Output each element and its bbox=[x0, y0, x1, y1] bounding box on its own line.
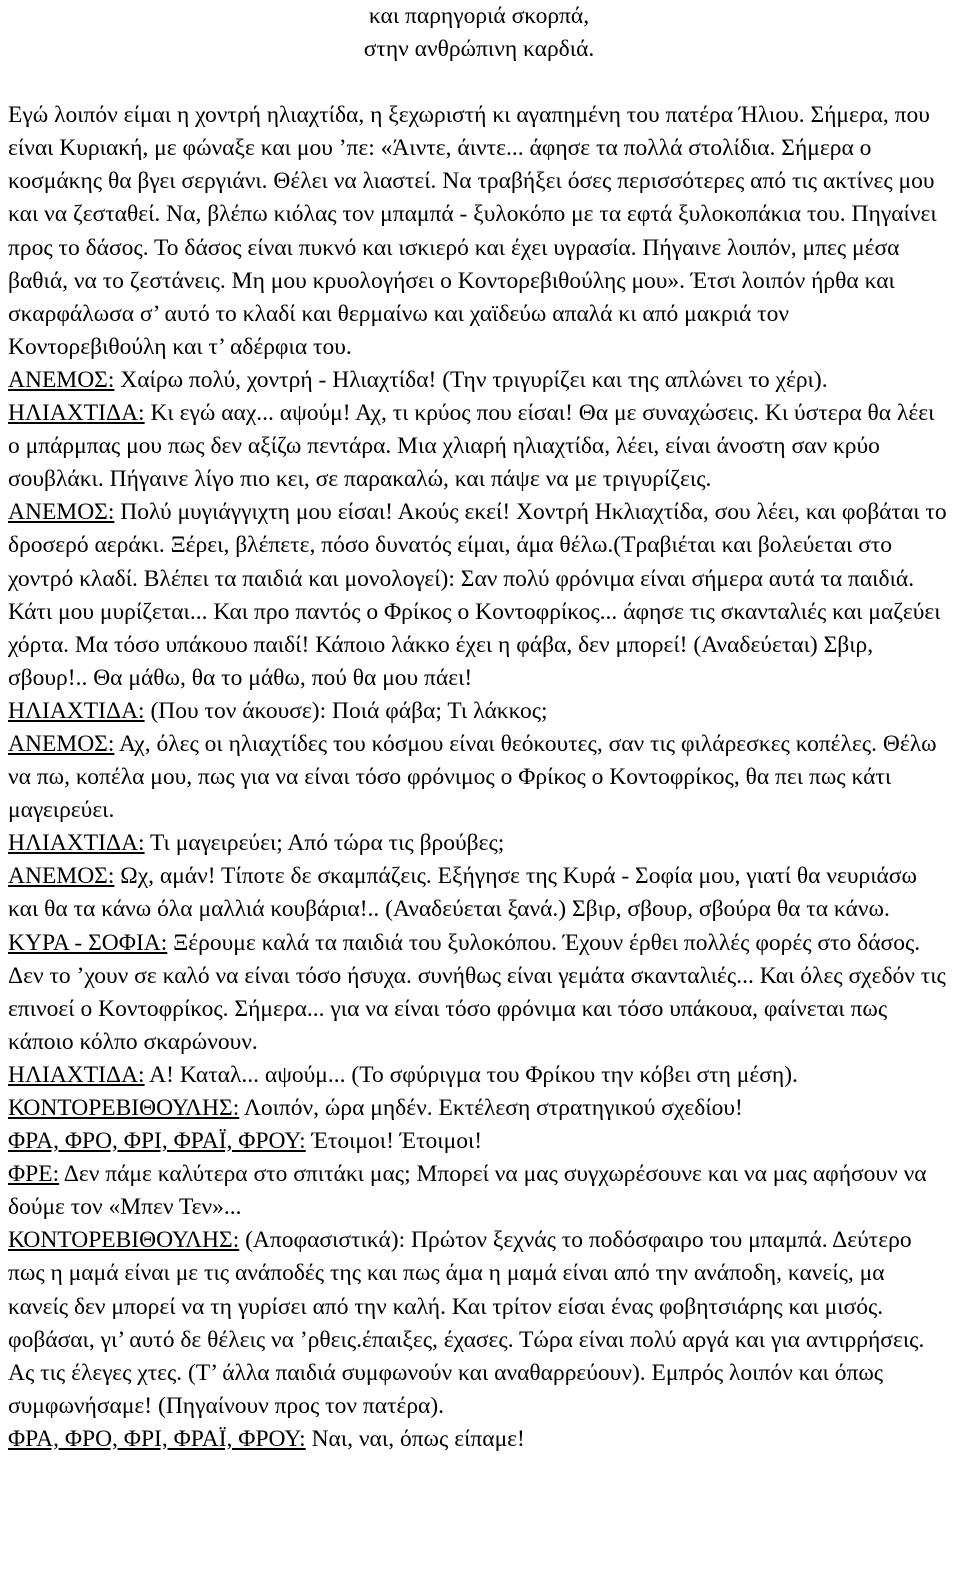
speaker-name: ΚΟΝΤΟΡΕΒΙΘΟΥΛΗΣ: bbox=[8, 1227, 240, 1254]
script-body bbox=[8, 99, 950, 1456]
speaker-name: ΗΛΙΑΧΤΙΔΑ: bbox=[8, 400, 145, 427]
paragraph-text: Ναι, ναι, όπως είπαμε! bbox=[305, 1425, 525, 1452]
paragraph-text: Αχ, όλες οι ηλιαχτίδες του κόσμου είναι θεόκουτες, σαν τις φιλάρεσκες κοπέλες. Θέλω να πω, κοπέλα μου, πως για να είναι τόσο φρόνιμος ο Φρίκος ο Κοντοφρίκος, θα πει πως κάτι μαγειρεύει. bbox=[8, 730, 937, 824]
paragraph-text: Έτοιμοι! Έτοιμοι! bbox=[305, 1128, 483, 1155]
dialogue-paragraph bbox=[8, 1059, 950, 1092]
speaker-name: ΑΝΕΜΟΣ: bbox=[8, 366, 115, 393]
dialogue-paragraph bbox=[8, 496, 950, 695]
dialogue-paragraph bbox=[8, 728, 950, 827]
verse-line: στην ανθρώπινη καρδιά. bbox=[363, 36, 595, 63]
dialogue-paragraph bbox=[8, 397, 950, 496]
dialogue-paragraph bbox=[8, 1158, 950, 1224]
verse-line: και παρηγοριά σκορπά, bbox=[368, 3, 590, 29]
speaker-name: ΗΛΙΑΧΤΙΔΑ: bbox=[8, 1061, 145, 1088]
speaker-name: ΦΡΑ, ΦΡΟ, ΦΡΙ, ΦΡΑΪ, ΦΡΟΥ: bbox=[8, 1128, 306, 1155]
dialogue-paragraph bbox=[8, 1423, 950, 1456]
paragraph-text: Τι μαγειρεύει; Από τώρα τις βρούβες; bbox=[144, 830, 505, 857]
speaker-name: ΗΛΙΑΧΤΙΔΑ: bbox=[8, 830, 145, 857]
speaker-name: ΚΟΝΤΟΡΕΒΙΘΟΥΛΗΣ: bbox=[8, 1095, 240, 1121]
paragraph-text: Ξέρουμε καλά τα παιδιά του ξυλοκόπου. Έχουν έρθει πολλές φορές στο δάσος. Δεν το ’χουν σε καλό να είναι τόσο ήσυχα. συνήθως είναι γεμάτα σκανταλιές... Και όλες σχεδόν τις επινοεί ο Κοντοφρίκος. Σήμερα... για να είναι τόσο φρόνιμα και τόσο υπάκουα, φαίνεται πως κάποιο κόλπο σκαρώνουν. bbox=[8, 929, 946, 1055]
speaker-name: ΗΛΙΑΧΤΙΔΑ: bbox=[8, 697, 145, 724]
paragraph-text: Λοιπόν, ώρα μηδέν. Εκτέλεση στρατηγικού σχεδίου! bbox=[239, 1095, 743, 1121]
narration-paragraph bbox=[8, 99, 950, 364]
speaker-name: ΑΝΕΜΟΣ: bbox=[8, 499, 115, 526]
dialogue-paragraph bbox=[8, 860, 950, 926]
dialogue-paragraph bbox=[8, 1125, 950, 1158]
dialogue-paragraph bbox=[8, 364, 950, 397]
dialogue-paragraph bbox=[8, 927, 950, 1059]
speaker-name: ΑΝΕΜΟΣ: bbox=[8, 730, 115, 757]
paragraph-text: Α! Καταλ... αψούμ... (Το σφύριγμα του Φρίκου την κόβει στη μέση). bbox=[144, 1061, 798, 1088]
dialogue-paragraph bbox=[8, 827, 950, 860]
dialogue-paragraph bbox=[8, 1224, 950, 1423]
dialogue-paragraph bbox=[8, 695, 950, 728]
dialogue-paragraph bbox=[8, 1092, 950, 1125]
verse-lines bbox=[8, 0, 950, 66]
speaker-name: ΑΝΕΜΟΣ: bbox=[8, 863, 115, 890]
paragraph-text: Κι εγώ ααχ... αψούμ! Αχ, τι κρύος που είσαι! Θα με συναχώσεις. Κι ύστερα θα λέει ο μπάρμπας μου πως δεν αξίζω πεντάρα. Μια χλιαρή ηλιαχτίδα, λέει, είναι άνοστη σαν κρύο σουβλάκι. Πήγαινε λίγο πιο κει, σε παρακαλώ, και πάψε να με τριγυρίζεις. bbox=[8, 400, 935, 493]
speaker-name: ΚΥΡΑ - ΣΟΦΙΑ: bbox=[8, 929, 168, 956]
paragraph-text: Πολύ μυγιάγγιχτη μου είσαι! Ακούς εκεί! Χοντρή Ηκλιαχτίδα, σου λέει, και φοβάται το δροσερό αεράκι. Ξέρει, βλέπετε, πόσο δυνατός είμαι, άμα θέλω.(Τραβιέται και βολεύεται στο χοντρό κλαδί. Βλέπει τα παιδιά και μονολογεί): Σαν πολύ φρόνιμα είναι σήμερα αυτά τα παιδιά. Κάτι μου μυρίζεται... Και προ παντός ο Φρίκος ο Κοντοφρίκος... άφησε τις σκανταλιές και μαζεύει χόρτα. Μα τόσο υπάκουο παιδί! Κάποιο λάκκο έχει η φάβα, δεν μπορεί! (Αναδεύεται) Σβιρ, σβουρ!.. Θα μάθω, θα το μάθω, πού θα μου πάει! bbox=[8, 499, 947, 691]
paragraph-text: (Που τον άκουσε): Ποιά φάβα; Τι λάκκος; bbox=[144, 697, 548, 724]
speaker-name: ΦΡΕ: bbox=[8, 1161, 60, 1188]
paragraph-text: Δεν πάμε καλύτερα στο σπιτάκι μας; Μπορεί να μας συγχωρέσουνε και να μας αφήσουν να δούμε τον «Μπεν Τεν»... bbox=[8, 1161, 927, 1221]
paragraph-text: Ωχ, αμάν! Τίποτε δε σκαμπάζεις. Εξήγησε της Κυρά - Σοφία μου, γιατί θα νευριάσω και θα τα κάνω όλα μαλλιά κουβάρια!.. (Αναδεύεται ξανά.) Σβιρ, σβουρ, σβούρα θα τα κάνω. bbox=[8, 863, 917, 923]
paragraph-text: (Αποφασιστικά): Πρώτον ξεχνάς το ποδόσφαιρο του μπαμπά. Δεύτερο πως η μαμά είναι με τις ανάποδές της και πως άμα η μαμά είναι από την ανάποδη, κανείς, μα κανείς δεν μπορεί να τη γυρίσει από την καλή. Και τρίτον είσαι ένας φοβητσιάρης και μισός. φοβάσαι, γι’ αυτό δε θέλεις να ’ρθεις.έπαιξες, έχασες. Τώρα είναι πολύ αργά και για αντιρρήσεις. Ας τις έλεγες χτες. (Τ’ άλλα παιδιά συμφωνούν και αναθαρρεύουν). Εμπρός λοιπόν και όπως συμφωνήσαμε! (Πηγαίνουν προς τον πατέρα). bbox=[8, 1227, 925, 1419]
paragraph-text: Χαίρω πολύ, χοντρή - Ηλιαχτίδα! (Την τριγυρίζει και της απλώνει το χέρι). bbox=[114, 366, 828, 393]
paragraph-text: Εγώ λοιπόν είμαι η χοντρή ηλιαχτίδα, η ξεχωριστή κι αγαπημένη του πατέρα Ήλιου. Σήμερα, που είναι Κυριακή, με φώναξε και μου ’πε: «Άιντε, άιντε... άφησε τα πολλά στολίδια. Σήμερα ο κοσμάκης θα βγει σεργιάνι. Θέλει να λιαστεί. Να τραβήξει όσες περισσότερες από τις ακτίνες μου και να ζεσταθεί. Να, βλέπω κιόλας τον μπαμπά - ξυλοκόπο με τα εφτά ξυλοκοπάκια του. Πηγαίνει προς το δάσος. Το δάσος είναι πυκνό και ισκιερό και έχει υγρασία. Πήγαινε λοιπόν, μπες μέσα βαθιά, να το ζεστάνεις. Μη μου κρυολογήσει ο Κοντορεβιθούλης μου». Έτσι λοιπόν ήρθα και σκαρφάλωσα σ’ αυτό το κλαδί και θερμαίνω και χαϊδεύω απαλά κι από μακριά τον Κοντορεβιθούλη και τ’ αδέρφια του. bbox=[8, 102, 937, 360]
speaker-name: ΦΡΑ, ΦΡΟ, ΦΡΙ, ΦΡΑΪ, ΦΡΟΥ: bbox=[8, 1425, 306, 1452]
